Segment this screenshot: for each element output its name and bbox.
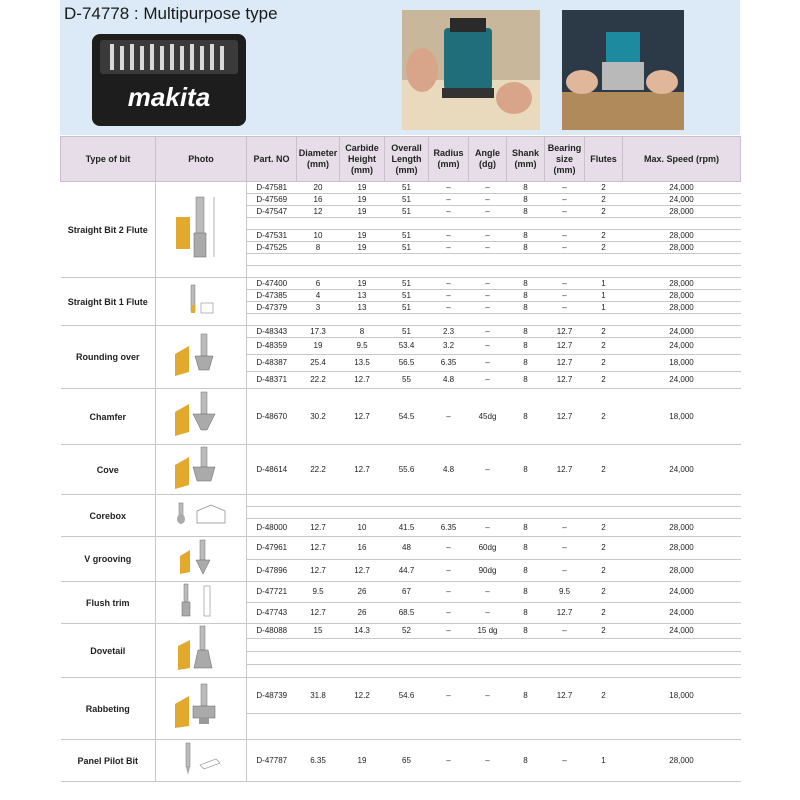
cell-overall: 44.7 — [385, 560, 429, 582]
cell-carbide: 13 — [340, 302, 385, 314]
part-number: D-47961 — [247, 537, 297, 560]
cell-carbide: 26 — [340, 582, 385, 603]
bit-photo — [156, 678, 247, 740]
part-number: D-47400 — [247, 278, 297, 290]
cell-shank: 8 — [507, 372, 545, 389]
part-number: D-47721 — [247, 582, 297, 603]
part-number: D-47581 — [247, 182, 297, 194]
col-part: Part. NO — [247, 137, 297, 182]
cell-diameter: 6 — [297, 278, 340, 290]
cell-flutes: 2 — [585, 560, 623, 582]
col-photo: Photo — [156, 137, 247, 182]
cell-overall: 56.5 — [385, 355, 429, 372]
cell-bearing: 12.7 — [545, 338, 585, 355]
cell-flutes: 2 — [585, 326, 623, 338]
cell-shank: 8 — [507, 194, 545, 206]
cell-speed: 28,000 — [623, 230, 741, 242]
cell-radius: 4.8 — [429, 372, 469, 389]
cell-carbide: 26 — [340, 603, 385, 624]
cell-radius: 3.2 — [429, 338, 469, 355]
cell-overall: 51 — [385, 290, 429, 302]
cell-diameter: 12 — [297, 206, 340, 218]
straight-bit-icon — [170, 193, 232, 263]
cell-carbide: 9.5 — [340, 338, 385, 355]
cell-flutes: 2 — [585, 519, 623, 537]
cell-radius: – — [429, 278, 469, 290]
cell-overall: 53.4 — [385, 338, 429, 355]
cell-carbide: 19 — [340, 194, 385, 206]
cell-flutes: 2 — [585, 230, 623, 242]
part-number: D-48387 — [247, 355, 297, 372]
plunge-router-photo — [402, 10, 540, 130]
cell-carbide: 12.7 — [340, 560, 385, 582]
part-number: D-48739 — [247, 678, 297, 714]
bit-photo — [156, 537, 247, 582]
cell-bearing: – — [545, 242, 585, 254]
table-row — [61, 182, 741, 194]
cell-angle: – — [469, 194, 507, 206]
cell-speed: 28,000 — [623, 560, 741, 582]
cell-overall: 51 — [385, 194, 429, 206]
cell-overall: 55 — [385, 372, 429, 389]
cell-flutes: 2 — [585, 194, 623, 206]
cell-flutes: 1 — [585, 278, 623, 290]
cell-shank: 8 — [507, 603, 545, 624]
cell-overall: 51 — [385, 326, 429, 338]
cell-overall: 48 — [385, 537, 429, 560]
cell-angle: 90dg — [469, 560, 507, 582]
cell-bearing: – — [545, 624, 585, 639]
table-row — [61, 537, 741, 560]
cell-shank: 8 — [507, 242, 545, 254]
part-number: D-47743 — [247, 603, 297, 624]
part-number: D-48000 — [247, 519, 297, 537]
cell-radius: – — [429, 206, 469, 218]
part-number: D-47525 — [247, 242, 297, 254]
cell-carbide: 12.2 — [340, 678, 385, 714]
cell-carbide: 10 — [340, 519, 385, 537]
bit-photo — [156, 182, 247, 278]
cell-speed: 28,000 — [623, 302, 741, 314]
cell-speed: 28,000 — [623, 206, 741, 218]
cell-diameter: 20 — [297, 182, 340, 194]
cell-bearing: – — [545, 290, 585, 302]
cell-bearing: – — [545, 278, 585, 290]
bit-photo — [156, 389, 247, 445]
cell-angle: – — [469, 582, 507, 603]
group-name: Flush trim — [61, 582, 156, 624]
cell-flutes: 2 — [585, 389, 623, 445]
part-number: D-47569 — [247, 194, 297, 206]
cell-overall: 41.5 — [385, 519, 429, 537]
bit-photo — [156, 445, 247, 495]
cell-bearing: – — [545, 182, 585, 194]
col-radius: Radius (mm) — [429, 137, 469, 182]
cell-speed: 24,000 — [623, 194, 741, 206]
cell-flutes: 1 — [585, 740, 623, 782]
cell-diameter: 19 — [297, 338, 340, 355]
cell-diameter: 25.4 — [297, 355, 340, 372]
cell-shank: 8 — [507, 740, 545, 782]
part-number: D-48371 — [247, 372, 297, 389]
cell-overall: 67 — [385, 582, 429, 603]
cell-flutes: 2 — [585, 355, 623, 372]
group-name: V grooving — [61, 537, 156, 582]
cell-radius: – — [429, 194, 469, 206]
straight-bit-single-icon — [181, 283, 221, 317]
cell-speed: 24,000 — [623, 372, 741, 389]
col-diameter: Diameter (mm) — [297, 137, 340, 182]
cell-angle: – — [469, 603, 507, 624]
part-number: D-48343 — [247, 326, 297, 338]
cell-speed: 18,000 — [623, 355, 741, 372]
col-carbide: Carbide Height (mm) — [340, 137, 385, 182]
cell-bearing: 12.7 — [545, 603, 585, 624]
cell-radius: – — [429, 389, 469, 445]
cell-flutes: 2 — [585, 445, 623, 495]
case-brand-logo: makita — [127, 82, 211, 112]
cell-shank: 8 — [507, 519, 545, 537]
cell-speed: 28,000 — [623, 537, 741, 560]
cell-carbide: 13 — [340, 290, 385, 302]
cell-angle: – — [469, 206, 507, 218]
cell-carbide: 19 — [340, 242, 385, 254]
table-header-row — [61, 137, 741, 182]
part-number: D-47896 — [247, 560, 297, 582]
cell-shank: 8 — [507, 338, 545, 355]
cell-shank: 8 — [507, 582, 545, 603]
group-name: Straight Bit 2 Flute — [61, 182, 156, 278]
cell-radius: – — [429, 290, 469, 302]
cell-carbide: 16 — [340, 537, 385, 560]
cell-bearing: 12.7 — [545, 355, 585, 372]
cell-shank: 8 — [507, 624, 545, 639]
group-name: Corebox — [61, 495, 156, 537]
cell-shank: 8 — [507, 678, 545, 714]
cell-diameter: 3 — [297, 302, 340, 314]
cell-bearing: – — [545, 230, 585, 242]
cell-bearing: – — [545, 206, 585, 218]
part-number: D-48359 — [247, 338, 297, 355]
cell-diameter: 12.7 — [297, 603, 340, 624]
cell-carbide: 14.3 — [340, 624, 385, 639]
cell-angle: – — [469, 372, 507, 389]
col-overall: Overall Length (mm) — [385, 137, 429, 182]
part-number: D-47787 — [247, 740, 297, 782]
cell-radius: – — [429, 537, 469, 560]
cell-bearing: 12.7 — [545, 372, 585, 389]
cell-radius: – — [429, 230, 469, 242]
dovetail-bit-icon — [174, 624, 228, 674]
cell-speed: 28,000 — [623, 519, 741, 537]
compact-router-photo — [562, 10, 684, 130]
cell-shank: 8 — [507, 560, 545, 582]
bit-photo — [156, 582, 247, 624]
cell-bearing: – — [545, 302, 585, 314]
cell-carbide: 12.7 — [340, 389, 385, 445]
col-shank: Shank (mm) — [507, 137, 545, 182]
cell-speed: 18,000 — [623, 389, 741, 445]
cell-carbide: 13.5 — [340, 355, 385, 372]
cell-radius: – — [429, 740, 469, 782]
cell-speed: 28,000 — [623, 290, 741, 302]
cell-speed: 24,000 — [623, 582, 741, 603]
table-row — [61, 278, 741, 290]
page-title: D-74778 : Multipurpose type — [64, 4, 278, 23]
cell-overall: 54.5 — [385, 389, 429, 445]
rounding-over-bit-icon — [171, 332, 231, 380]
cell-carbide: 12.7 — [340, 445, 385, 495]
cell-bearing: – — [545, 560, 585, 582]
router-bit-case-photo — [90, 28, 248, 128]
cell-carbide: 19 — [340, 182, 385, 194]
cell-overall: 54.6 — [385, 678, 429, 714]
cell-radius: – — [429, 582, 469, 603]
part-number: D-48670 — [247, 389, 297, 445]
cell-diameter: 15 — [297, 624, 340, 639]
cell-bearing: – — [545, 194, 585, 206]
cell-diameter: 16 — [297, 194, 340, 206]
group-name: Panel Pilot Bit — [61, 740, 156, 782]
group-name: Dovetail — [61, 624, 156, 678]
cell-speed: 24,000 — [623, 624, 741, 639]
cell-angle: 60dg — [469, 537, 507, 560]
cell-shank: 8 — [507, 290, 545, 302]
cell-shank: 8 — [507, 355, 545, 372]
cell-bearing: 12.7 — [545, 389, 585, 445]
cell-shank: 8 — [507, 302, 545, 314]
cell-shank: 8 — [507, 278, 545, 290]
bit-photo — [156, 495, 247, 537]
cell-radius: – — [429, 560, 469, 582]
cell-radius: – — [429, 624, 469, 639]
cell-bearing: – — [545, 537, 585, 560]
cell-angle: – — [469, 302, 507, 314]
cell-speed: 24,000 — [623, 326, 741, 338]
table-row — [61, 678, 741, 714]
header-banner — [60, 0, 740, 135]
col-flutes: Flutes — [585, 137, 623, 182]
cell-shank: 8 — [507, 389, 545, 445]
cell-speed: 24,000 — [623, 182, 741, 194]
cell-angle: – — [469, 290, 507, 302]
table-row — [61, 389, 741, 445]
cell-flutes: 1 — [585, 302, 623, 314]
cell-overall: 52 — [385, 624, 429, 639]
cell-flutes: 2 — [585, 582, 623, 603]
col-type: Type of bit — [61, 137, 156, 182]
cell-flutes: 2 — [585, 338, 623, 355]
table-row — [61, 740, 741, 782]
cell-shank: 8 — [507, 326, 545, 338]
cell-carbide: 8 — [340, 326, 385, 338]
cell-shank: 8 — [507, 537, 545, 560]
cell-bearing: 12.7 — [545, 445, 585, 495]
cell-angle: 45dg — [469, 389, 507, 445]
cell-radius: 6.35 — [429, 355, 469, 372]
cell-overall: 51 — [385, 230, 429, 242]
router-bit-spec-table — [60, 136, 741, 782]
cell-overall: 51 — [385, 182, 429, 194]
cell-angle: – — [469, 242, 507, 254]
cell-carbide: 12.7 — [340, 372, 385, 389]
cell-angle: – — [469, 182, 507, 194]
panel-pilot-bit-icon — [176, 741, 226, 777]
cell-radius: 4.8 — [429, 445, 469, 495]
cell-flutes: 2 — [585, 182, 623, 194]
part-number: D-47531 — [247, 230, 297, 242]
cell-flutes: 2 — [585, 603, 623, 624]
group-name: Straight Bit 1 Flute — [61, 278, 156, 326]
cell-speed: 28,000 — [623, 242, 741, 254]
cove-bit-icon — [171, 445, 231, 491]
col-bearing: Bearing size (mm) — [545, 137, 585, 182]
cell-speed: 24,000 — [623, 445, 741, 495]
cell-speed: 28,000 — [623, 740, 741, 782]
cell-carbide: 19 — [340, 230, 385, 242]
cell-overall: 55.6 — [385, 445, 429, 495]
cell-bearing: 12.7 — [545, 678, 585, 714]
v-grooving-bit-icon — [176, 538, 226, 578]
chamfer-bit-icon — [171, 390, 231, 440]
cell-bearing: – — [545, 740, 585, 782]
cell-diameter: 17.3 — [297, 326, 340, 338]
cell-diameter: 22.2 — [297, 445, 340, 495]
cell-angle: – — [469, 338, 507, 355]
group-name: Cove — [61, 445, 156, 495]
cell-shank: 8 — [507, 182, 545, 194]
cell-overall: 51 — [385, 302, 429, 314]
group-name: Chamfer — [61, 389, 156, 445]
cell-flutes: 2 — [585, 242, 623, 254]
cell-angle: – — [469, 678, 507, 714]
cell-angle: – — [469, 355, 507, 372]
cell-radius: 2.3 — [429, 326, 469, 338]
cell-flutes: 2 — [585, 678, 623, 714]
cell-carbide: 19 — [340, 278, 385, 290]
cell-carbide: 19 — [340, 740, 385, 782]
cell-diameter: 31.8 — [297, 678, 340, 714]
cell-radius: – — [429, 182, 469, 194]
cell-overall: 51 — [385, 242, 429, 254]
cell-diameter: 9.5 — [297, 582, 340, 603]
cell-bearing: – — [545, 519, 585, 537]
cell-angle: – — [469, 278, 507, 290]
cell-diameter: 12.7 — [297, 537, 340, 560]
cell-shank: 8 — [507, 230, 545, 242]
cell-radius: 6.35 — [429, 519, 469, 537]
cell-angle: – — [469, 326, 507, 338]
cell-overall: 68.5 — [385, 603, 429, 624]
cell-diameter: 4 — [297, 290, 340, 302]
cell-flutes: 1 — [585, 290, 623, 302]
cell-diameter: 12.7 — [297, 519, 340, 537]
group-name: Rounding over — [61, 326, 156, 389]
table-row — [61, 582, 741, 603]
cell-angle: – — [469, 445, 507, 495]
cell-angle: – — [469, 230, 507, 242]
corebox-bit-icon — [171, 501, 231, 527]
cell-angle: – — [469, 519, 507, 537]
bit-photo — [156, 326, 247, 389]
cell-radius: – — [429, 302, 469, 314]
bit-photo — [156, 740, 247, 782]
bit-photo — [156, 624, 247, 678]
cell-diameter: 8 — [297, 242, 340, 254]
empty-row — [61, 495, 741, 507]
col-speed: Max. Speed (rpm) — [623, 137, 741, 182]
cell-overall: 51 — [385, 206, 429, 218]
table-row — [61, 445, 741, 495]
cell-diameter: 12.7 — [297, 560, 340, 582]
flush-trim-bit-icon — [176, 582, 226, 620]
cell-diameter: 10 — [297, 230, 340, 242]
col-angle: Angle (dg) — [469, 137, 507, 182]
cell-speed: 24,000 — [623, 603, 741, 624]
cell-diameter: 22.2 — [297, 372, 340, 389]
part-number: D-48088 — [247, 624, 297, 639]
cell-speed: 24,000 — [623, 338, 741, 355]
cell-overall: 51 — [385, 278, 429, 290]
cell-speed: 28,000 — [623, 278, 741, 290]
rabbeting-bit-icon — [171, 682, 231, 732]
table-row — [61, 624, 741, 639]
part-number: D-48614 — [247, 445, 297, 495]
cell-angle: 15 dg — [469, 624, 507, 639]
part-number: D-47385 — [247, 290, 297, 302]
cell-flutes: 2 — [585, 624, 623, 639]
part-number: D-47379 — [247, 302, 297, 314]
cell-shank: 8 — [507, 206, 545, 218]
cell-radius: – — [429, 603, 469, 624]
cell-bearing: 12.7 — [545, 326, 585, 338]
cell-carbide: 19 — [340, 206, 385, 218]
part-number: D-47547 — [247, 206, 297, 218]
cell-shank: 8 — [507, 445, 545, 495]
cell-flutes: 2 — [585, 537, 623, 560]
cell-radius: – — [429, 242, 469, 254]
cell-flutes: 2 — [585, 206, 623, 218]
group-name: Rabbeting — [61, 678, 156, 740]
cell-diameter: 6.35 — [297, 740, 340, 782]
cell-overall: 65 — [385, 740, 429, 782]
cell-diameter: 30.2 — [297, 389, 340, 445]
cell-speed: 18,000 — [623, 678, 741, 714]
cell-flutes: 2 — [585, 372, 623, 389]
cell-angle: – — [469, 740, 507, 782]
cell-radius: – — [429, 678, 469, 714]
table-row — [61, 326, 741, 338]
bit-photo — [156, 278, 247, 326]
cell-bearing: 9.5 — [545, 582, 585, 603]
